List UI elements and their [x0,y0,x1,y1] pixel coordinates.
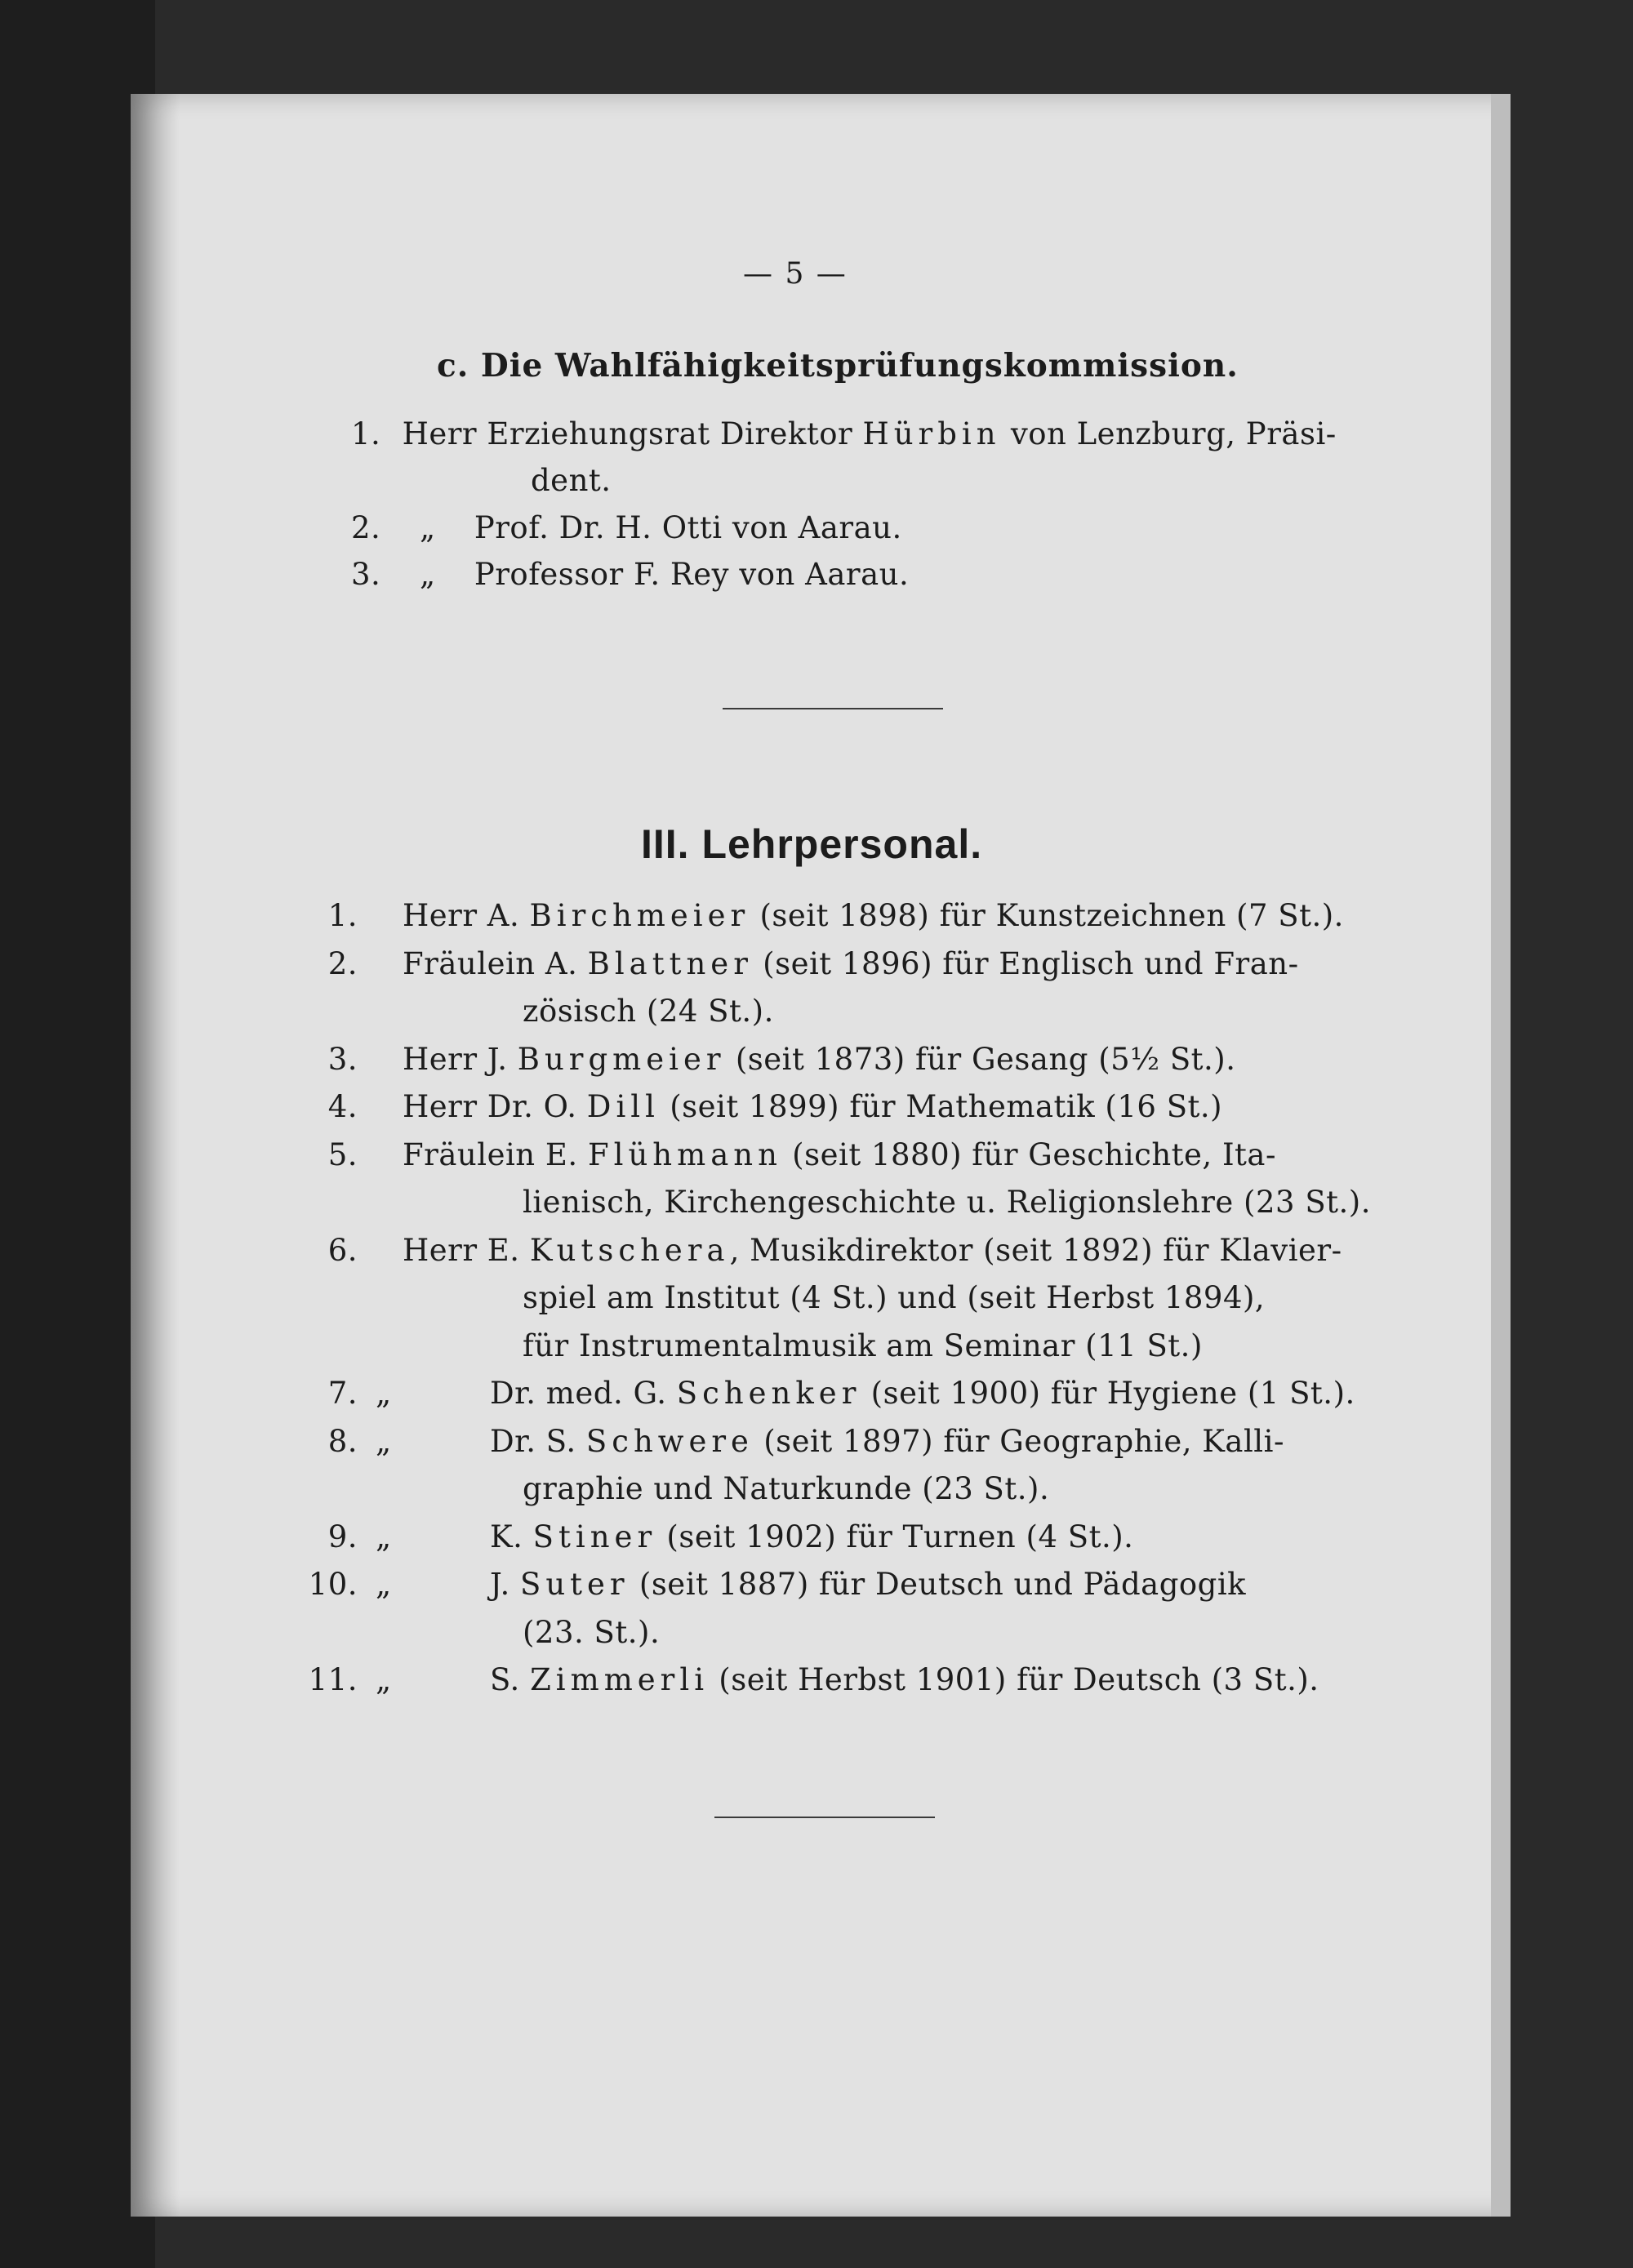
section-iii-title: III. Lehrpersonal. [641,821,983,867]
teacher-name: Kutschera [529,1232,730,1268]
staff-entry-continuation: lienisch, Kirchengeschichte u. Religionslehre (23 St.). [523,1185,1372,1220]
teacher-name: Birchmeier [529,898,750,933]
entry-text [403,1137,1276,1172]
entry-text [403,1233,1342,1268]
entry-text [403,1042,1236,1077]
item-text: Professor F. Rey von Aarau. [474,557,910,592]
ditto-mark: „ [376,1376,392,1411]
entry-prefix: Fräulein A. [403,945,588,981]
person-name: Hürbin [862,416,1001,451]
book-page [131,94,1511,2217]
teacher-name: Stiner [532,1519,657,1554]
entry-details: (seit 1900) für Hygiene (1 St.). [861,1376,1355,1411]
staff-entry-continuation: für Instrumentalmusik am Seminar (11 St.) [523,1327,1203,1363]
entry-number: 3. [327,1041,358,1077]
entry-details: (seit 1898) für Kunstzeichnen (7 St.). [750,898,1344,933]
page-number: — 5 — [743,257,848,291]
staff-entry-continuation: spiel am Institut (4 St.) und (seit Herbst 1894), [523,1280,1266,1315]
section-divider [714,1817,935,1818]
entry-details: (seit Herbst 1901) für Deutsch (3 St.). [709,1662,1319,1697]
item-number: 1. [351,416,381,451]
entry-number: 7. [327,1376,358,1411]
gutter-shadow [131,94,180,2217]
teacher-name: Dill [586,1089,660,1124]
teacher-name: Zimmerli [530,1662,710,1697]
ditto-mark: „ [376,1423,392,1459]
teacher-name: Burgmeier [517,1041,726,1077]
ditto-mark: „ [376,1519,392,1554]
entry-prefix: Dr. med. G. [490,1376,677,1411]
entry-details: (seit 1880) für Geschichte, Ita- [781,1136,1276,1172]
entry-number: 1. [327,898,358,933]
entry-text [490,1519,1133,1554]
entry-prefix: Herr Dr. O. [403,1089,587,1124]
teacher-name: Suter [519,1567,630,1602]
entry-number: 2. [327,945,358,981]
staff-entry-continuation: zösisch (24 St.). [523,994,774,1029]
list-item [351,416,1337,451]
entry-prefix: S. [490,1662,531,1697]
teacher-name: Blattner [587,945,753,981]
entry-text [490,1424,1284,1459]
staff-entry-continuation: graphie und Naturkunde (23 St.). [523,1471,1050,1506]
entry-number: 9. [327,1519,358,1554]
entry-details: (seit 1873) für Gesang (5½ St.). [725,1041,1236,1077]
entry-details: (seit 1897) für Geographie, Kalli- [753,1423,1284,1459]
entry-details: (seit 1899) für Mathematik (16 St.) [659,1089,1223,1124]
entry-details: , Musikdirektor (seit 1892) für Klavier- [729,1232,1342,1268]
list-item-continuation: dent. [531,463,612,498]
entry-number: 4. [327,1089,358,1124]
ditto-mark: „ [419,557,436,592]
teacher-name: Schwere [585,1423,754,1459]
staff-entry-continuation: (23. St.). [523,1614,661,1650]
list-item [351,557,909,592]
item-number: 3. [351,557,381,592]
entry-details: (seit 1887) für Deutsch und Pädagogik [629,1567,1247,1602]
entry-number: 6. [327,1232,358,1268]
entry-text [490,1376,1355,1411]
teacher-name: Flühmann [587,1136,782,1172]
entry-prefix: Fräulein E. [403,1136,588,1172]
item-number: 2. [351,510,381,545]
section-divider [723,708,943,709]
entry-prefix: K. [490,1519,533,1554]
section-c-title: c. Die Wahlfähigkeitsprüfungskommission. [437,347,1239,385]
entry-text [403,946,1299,981]
entry-prefix: Herr J. [403,1041,518,1077]
ditto-mark: „ [376,1567,392,1602]
entry-details: (seit 1902) für Turnen (4 St.). [656,1519,1134,1554]
ditto-mark: „ [376,1662,392,1697]
entry-prefix: Herr E. [403,1232,530,1268]
entry-details: (seit 1896) für Englisch und Fran- [752,945,1299,981]
entry-number: 5. [327,1136,358,1172]
entry-text [490,1662,1319,1697]
item-text: Prof. Dr. H. Otti von Aarau. [474,510,902,545]
entry-text [403,1089,1222,1124]
entry-prefix: Herr A. [403,898,530,933]
item-text: Herr Erziehungsrat Direktor [402,416,863,451]
list-item [351,510,902,545]
ditto-mark: „ [419,510,436,545]
entry-number: 8. [327,1423,358,1459]
entry-text [403,898,1344,933]
entry-number: 11. [308,1662,358,1697]
entry-text [490,1567,1246,1602]
teacher-name: Schenker [676,1376,861,1411]
item-text: von Lenzburg, Präsi- [1000,416,1337,451]
entry-prefix: J. [490,1567,520,1602]
entry-number: 10. [308,1567,358,1602]
page-edge [1491,94,1511,2217]
entry-prefix: Dr. S. [490,1423,586,1459]
